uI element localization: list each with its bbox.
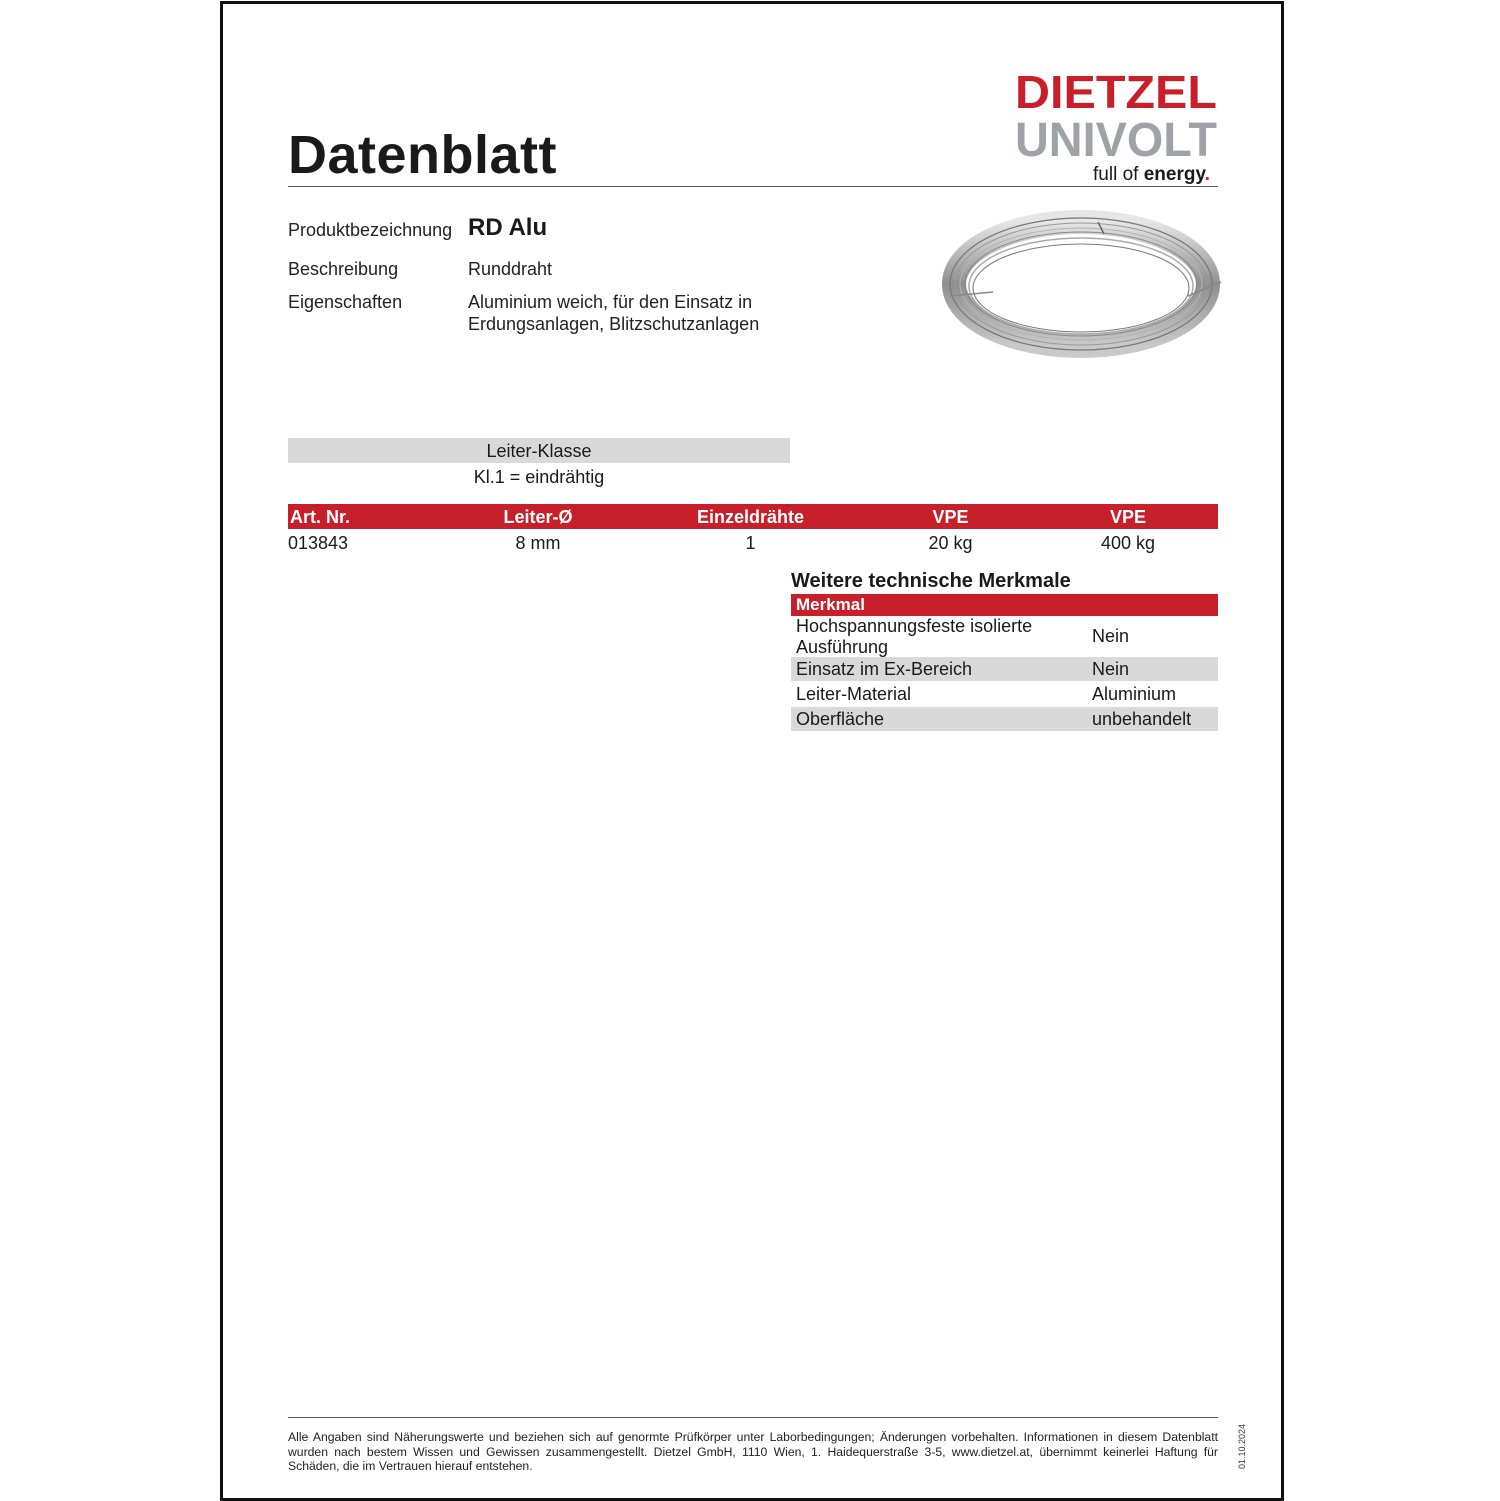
document-date: 01.10.2024 (1237, 1423, 1247, 1469)
logo-slogan-b: energy (1143, 164, 1205, 185)
table-row (791, 657, 1218, 681)
feature-value: Nein (1092, 659, 1130, 679)
header-art-nr: Art. Nr. (290, 507, 351, 527)
aluminium-wire-coil-image (938, 204, 1223, 364)
table-row (791, 616, 1218, 656)
properties-line-2: Erdungsanlagen, Blitzschutzanlagen (468, 314, 760, 334)
description-value: Runddraht (468, 259, 553, 279)
feature-key-line-2: Ausführung (796, 637, 889, 657)
feature-value: Aluminium (1092, 684, 1177, 704)
header-vpe-2: VPE (1109, 507, 1147, 527)
footer-disclaimer: Alle Angaben sind Näherungswerte und beziehen sich auf genormte Prüfkörper unter Laborbedingungen; Änderungen vorbehalten. Informationen in diesem Datenblatt wurden nach bestem Wissen und Gewissen zusammengestellt. Dietzel GmbH, 1110 Wien, 1. Haidequerstraße 3-5, www.dietzel.at, übernimmt keinerlei Haftung für Schäden, die im Vertrauen hierauf entstehen. (288, 1430, 1218, 1473)
svg-text:full of energy. (1093, 164, 1210, 185)
header-vpe-1: VPE (932, 507, 969, 527)
art-nr-value: 013843 (288, 533, 349, 553)
leiter-klasse-value: Kl.1 = eindrähtig (473, 467, 605, 487)
tech-features-header (791, 594, 1218, 616)
datasheet-page (220, 1, 1284, 1501)
page-title: Datenblatt (288, 125, 558, 185)
vpe-1-value: 20 kg (928, 533, 973, 553)
feature-key: Leiter-Material (796, 684, 912, 704)
table-row (791, 682, 1218, 706)
logo-slogan-a: full of (1093, 164, 1144, 185)
feature-value: Nein (1092, 626, 1130, 646)
article-table-header (288, 504, 1218, 529)
vpe-2-value: 400 kg (1100, 533, 1156, 553)
properties-label: Eigenschaften (288, 292, 403, 312)
feature-value: unbehandelt (1092, 709, 1192, 729)
properties-value (468, 291, 759, 335)
merkmal-header: Merkmal (796, 595, 865, 614)
tech-features-title: Weitere technische Merkmale (791, 570, 1071, 592)
logo-line2: UNIVOLT (1015, 114, 1217, 167)
product-name: RD Alu (468, 214, 548, 241)
feature-key-line-1: Hochspannungsfeste isolierte (796, 616, 1033, 636)
description-label: Beschreibung (288, 259, 399, 279)
logo-slogan-dot: . (1204, 164, 1210, 185)
einzeldraehte-value: 1 (745, 533, 756, 553)
feature-key: Einsatz im Ex-Bereich (796, 659, 973, 679)
feature-key: Oberfläche (796, 709, 885, 729)
footer-divider (288, 1417, 1218, 1418)
feature-key (796, 616, 1076, 658)
table-row (288, 530, 1218, 555)
leiter-klasse-header: Leiter-Klasse (288, 438, 790, 463)
product-name-label: Produktbezeichnung (288, 220, 453, 240)
properties-line-1: Aluminium weich, für den Einsatz in (468, 292, 753, 312)
table-row (791, 707, 1218, 731)
leiter-durchmesser-value: 8 mm (515, 533, 561, 553)
header-leiter-durchmesser: Leiter-Ø (503, 507, 573, 527)
header-einzeldraehte: Einzeldrähte (696, 507, 805, 527)
dietzel-univolt-logo (1015, 70, 1220, 190)
logo-line1: DIETZEL (1015, 70, 1217, 118)
